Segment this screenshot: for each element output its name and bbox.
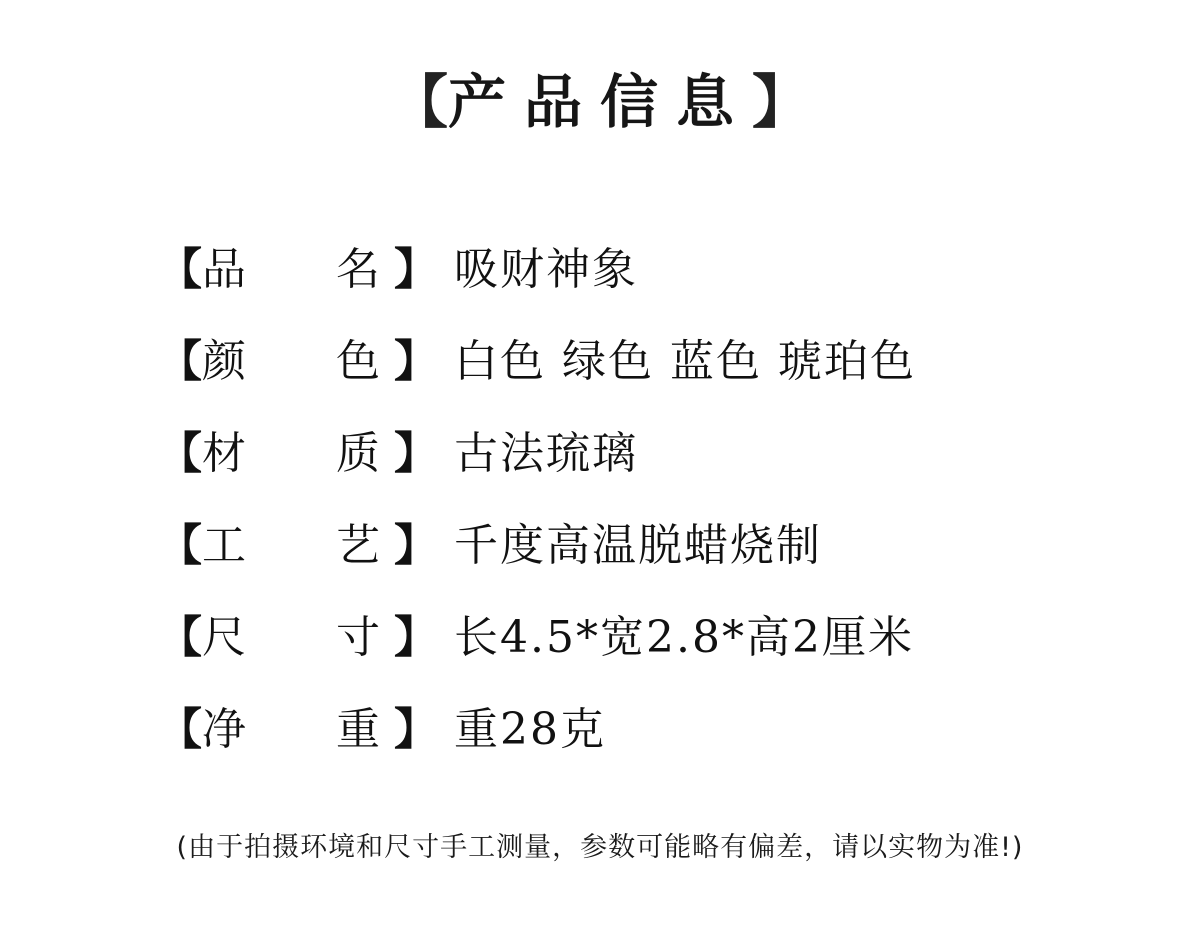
open-bracket: 【 xyxy=(158,520,202,571)
label-first-char: 工 xyxy=(202,520,246,571)
info-row-color xyxy=(158,332,1158,424)
page-title xyxy=(0,62,1200,142)
open-bracket: 【 xyxy=(158,704,202,755)
product-info-list xyxy=(158,240,1158,792)
open-bracket: 【 xyxy=(158,336,202,387)
label-first-char: 尺 xyxy=(202,612,246,663)
info-row-craft xyxy=(158,516,1158,608)
info-row-material xyxy=(158,424,1158,516)
label-last-char: 寸 xyxy=(336,612,380,663)
info-value: 千度高温脱蜡烧制 xyxy=(454,520,822,571)
info-value: 白色 绿色 蓝色 琥珀色 xyxy=(454,336,916,387)
close-bracket: 】 xyxy=(394,336,438,387)
open-bracket: 【 xyxy=(158,244,202,295)
close-bracket: 】 xyxy=(394,244,438,295)
label-first-char: 材 xyxy=(202,428,246,479)
label-last-char: 重 xyxy=(336,704,380,755)
info-value: 长4.5*宽2.8*高2厘米 xyxy=(454,612,914,663)
info-value: 重28克 xyxy=(454,704,606,755)
info-row-size xyxy=(158,608,1158,700)
info-row-weight xyxy=(158,700,1158,792)
close-bracket: 】 xyxy=(394,520,438,571)
disclaimer-note: (由于拍摄环境和尺寸手工测量，参数可能略有偏差，请以实物为准!) xyxy=(176,832,1024,863)
label-last-char: 艺 xyxy=(336,520,380,571)
info-value: 吸财神象 xyxy=(454,244,638,295)
label-first-char: 净 xyxy=(202,704,246,755)
label-first-char: 颜 xyxy=(202,336,246,387)
info-row-name xyxy=(158,240,1158,332)
label-last-char: 名 xyxy=(336,244,380,295)
title-text: 产品信息 xyxy=(447,68,752,136)
close-bracket: 】 xyxy=(394,612,438,663)
info-value: 古法琉璃 xyxy=(454,428,638,479)
title-close-bracket: 】 xyxy=(752,68,811,136)
label-first-char: 品 xyxy=(202,244,246,295)
label-last-char: 质 xyxy=(336,428,380,479)
close-bracket: 】 xyxy=(394,428,438,479)
close-bracket: 】 xyxy=(394,704,438,755)
label-last-char: 色 xyxy=(336,336,380,387)
open-bracket: 【 xyxy=(158,428,202,479)
title-open-bracket: 【 xyxy=(389,68,448,136)
open-bracket: 【 xyxy=(158,612,202,663)
